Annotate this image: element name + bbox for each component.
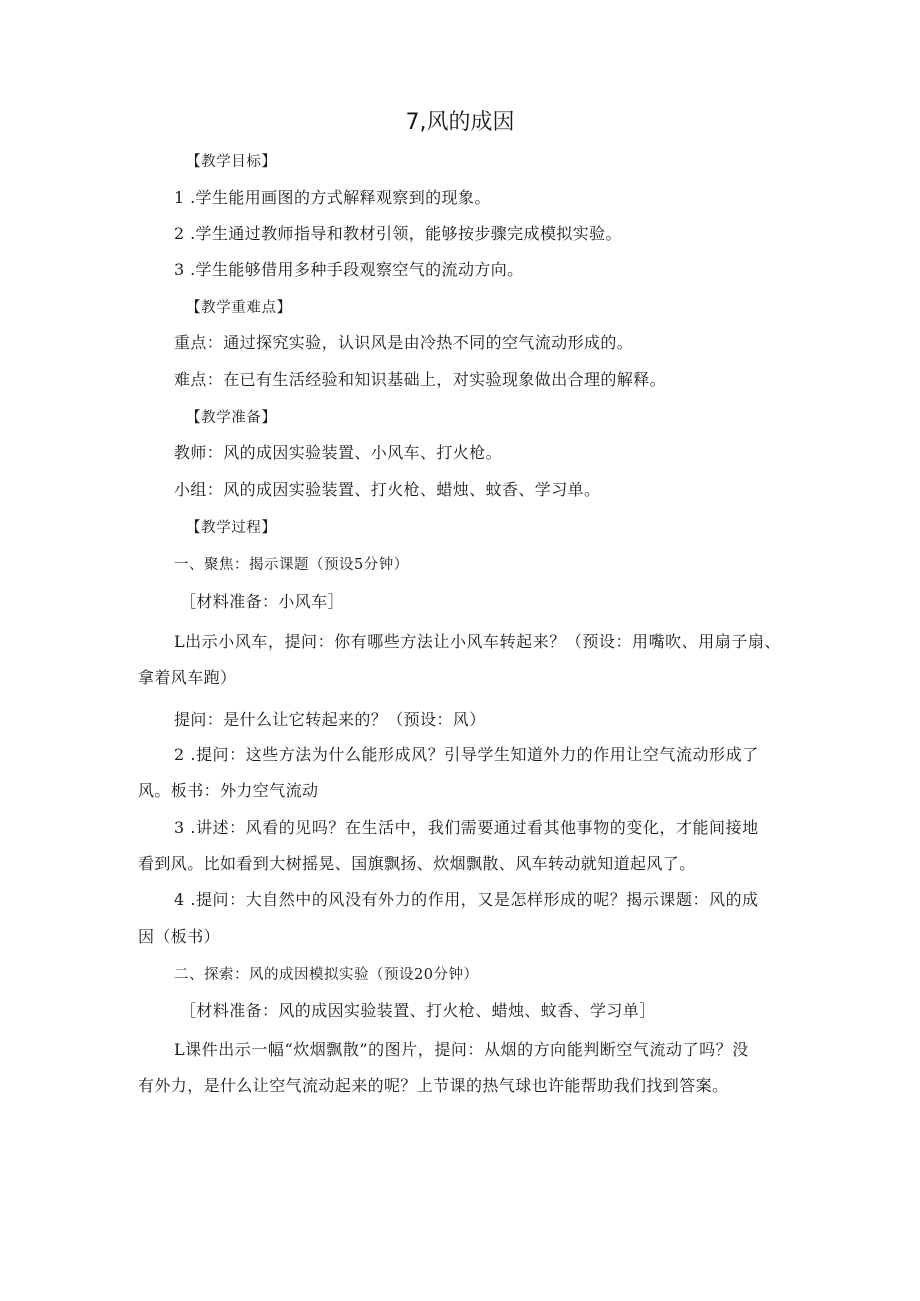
goal-item-3: 3 .学生能够借用多种手段观察空气的流动方向。 [174,260,524,279]
prep-teacher: 教师：风的成因实验装置、小风车、打火枪。 [174,443,503,462]
part1-step4-line1: 4 .提问：大自然中的风没有外力的作用，又是怎样形成的呢？揭示课题：风的成 [174,890,759,909]
key-points-heading: 【教学重难点】 [186,300,292,316]
part1-step3-line1: 3 .讲述：风看的见吗？在生活中，我们需要通过看其他事物的变化，才能间接地 [174,818,759,837]
part2-title: 二、探索：风的成因模拟实验（预设20分钟） [174,967,479,983]
goals-heading: 【教学目标】 [186,154,277,170]
prep-group: 小组：风的成因实验装置、打火枪、蜡烛、蚊香、学习单。 [174,480,601,499]
part2-materials: ［材料准备：风的成因实验装置、打火枪、蜡烛、蚊香、学习单］ [180,1001,656,1020]
part2-step1-line2: 有外力，是什么让空气流动起来的呢？上节课的热气球也许能帮助我们找到答案。 [138,1076,729,1095]
preparation-heading: 【教学准备】 [186,410,277,426]
part1-step2-line1: 2 .提问：这些方法为什么能形成风？引导学生知道外力的作用让空气流动形成了 [174,745,759,764]
process-heading: 【教学过程】 [186,520,277,536]
part1-step3-line2: 看到风。比如看到大树摇晃、国旗飘扬、炊烟飘散、风车转动就知道起风了。 [138,854,696,873]
key-point: 重点：通过探究实验，认识风是由冷热不同的空气流动形成的。 [174,333,634,352]
part1-step4-line2: 因（板书） [138,927,221,946]
part1-step2-line2: 风。板书：外力空气流动 [138,781,319,800]
part2-step1-line1: L课件出示一幅“炊烟飘散”的图片，提问：从烟的方向能判断空气流动了吗？没 [174,1040,749,1059]
goal-item-1: 1 .学生能用画图的方式解释观察到的现象。 [174,188,491,207]
difficult-point: 难点：在已有生活经验和知识基础上，对实验现象做出合理的解释。 [174,370,667,389]
part1-question: 提问：是什么让它转起来的？（预设：风） [174,710,486,729]
document-title: 7,风的成因 [405,110,515,135]
part1-materials: ［材料准备：小风车］ [180,592,345,611]
part1-step1-line1: L出示小风车，提问：你有哪些方法让小风车转起来？（预设：用嘴吹、用扇子扇、 [174,632,781,651]
part1-title: 一、聚焦：揭示课题（预设5分钟） [174,557,409,573]
goal-item-2: 2 .学生通过教师指导和教材引领，能够按步骤完成模拟实验。 [174,224,622,243]
part1-step1-line2: 拿着风车跑） [138,668,237,687]
